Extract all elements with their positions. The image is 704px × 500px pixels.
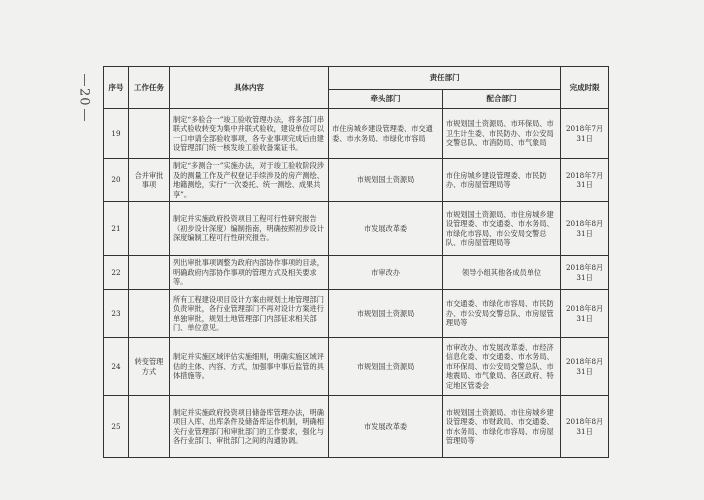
cell-task xyxy=(129,256,170,290)
header-coop: 配合部门 xyxy=(442,90,560,109)
cell-due: 2018年8月31日 xyxy=(561,396,609,458)
header-lead: 牵头部门 xyxy=(329,90,443,109)
task-table xyxy=(103,66,609,458)
cell-seq: 21 xyxy=(104,202,129,256)
cell-lead: 市发展改革委 xyxy=(329,396,443,458)
cell-seq: 19 xyxy=(104,109,129,159)
table-row xyxy=(104,290,609,338)
table-row xyxy=(104,338,609,396)
cell-due: 2018年8月31日 xyxy=(561,290,609,338)
cell-lead: 市规划国土资源局 xyxy=(329,338,443,396)
cell-content: 制定并实施政府投资项目工程可行性研究报告（初步设计深度）编制指南，明确按照初步设计深度编制工程可行性研究报告。 xyxy=(169,202,328,256)
header-dept: 责任部门 xyxy=(329,67,561,90)
cell-lead: 市规划国土资源局 xyxy=(329,159,443,202)
cell-due: 2018年8月31日 xyxy=(561,256,609,290)
cell-task: 合并审批事项 xyxy=(129,159,170,202)
cell-due: 2018年8月31日 xyxy=(561,202,609,256)
table-row xyxy=(104,256,609,290)
cell-content: 制定“多测合一”实施办法，对于竣工验收阶段涉及的测量工作及产权登记手续涉及的房产测绘、地籍测绘，实行“一次委托、统一测绘、成果共享”。 xyxy=(169,159,328,202)
cell-due: 2018年7月31日 xyxy=(561,109,609,159)
cell-lead: 市审改办 xyxy=(329,256,443,290)
cell-content: 所有工程建设项目设计方案由规划土地管理部门负责审批，各行业管理部门不再对设计方案进行单独审批，规划土地管理部门内部征求相关部门、单位意见。 xyxy=(169,290,328,338)
cell-coop: 市审改办、市发展改革委、市经济信息化委、市交通委、市水务局、市环保局、市公安局交警总队、市地震局、市气象局、各区政府、特定地区管委会 xyxy=(442,338,560,396)
table-row xyxy=(104,396,609,458)
cell-seq: 23 xyxy=(104,290,129,338)
header-due: 完成时限 xyxy=(561,67,609,109)
cell-content: 制定“多验合一”竣工验收管理办法，将多部门串联式验收转变为集中并联式验收，建设单位可以一口申请全部验收事项，各专业事项完成后由建设管理部门统一核发竣工验收备案证书。 xyxy=(169,109,328,159)
cell-coop: 市规划国土资源局、市住房城乡建设管理委、市交通委、市水务局、市绿化市容局、市公安局交警总队、市房屋管理局等 xyxy=(442,202,560,256)
table-header-row xyxy=(104,67,609,90)
cell-seq: 20 xyxy=(104,159,129,202)
cell-task xyxy=(129,396,170,458)
cell-seq: 24 xyxy=(104,338,129,396)
cell-coop: 市规划国土资源局、市住房城乡建设管理委、市财政局、市交通委、市水务局、市绿化市容局、市房屋管理局等 xyxy=(442,396,560,458)
cell-task: 转变管理方式 xyxy=(129,338,170,396)
cell-task xyxy=(129,290,170,338)
cell-due: 2018年7月31日 xyxy=(561,159,609,202)
cell-lead: 市发展改革委 xyxy=(329,202,443,256)
page-number-text: 20 xyxy=(76,88,92,107)
cell-coop: 市交通委、市绿化市容局、市民防办、市公安局交警总队、市房屋管理局等 xyxy=(442,290,560,338)
cell-task xyxy=(129,109,170,159)
cell-content: 制定并实施区域评估实施细则，明确实施区域评估的主体、内容、方式，加强事中事后监管的具体措施等。 xyxy=(169,338,328,396)
cell-content: 列出审批事项调整为政府内部协作事项的目录，明确政府内部协作事项的管理方式及相关要求等。 xyxy=(169,256,328,290)
cell-lead: 市住房城乡建设管理委、市交通委、市水务局、市绿化市容局 xyxy=(329,109,443,159)
cell-task xyxy=(129,202,170,256)
cell-coop: 市规划国土资源局、市环保局、市卫生计生委、市民防办、市公安局交警总队、市消防局、市气象局 xyxy=(442,109,560,159)
header-content: 具体内容 xyxy=(169,67,328,109)
table-row xyxy=(104,202,609,256)
cell-due: 2018年8月31日 xyxy=(561,338,609,396)
cell-seq: 25 xyxy=(104,396,129,458)
cell-seq: 22 xyxy=(104,256,129,290)
cell-lead: 市规划国土资源局 xyxy=(329,290,443,338)
page-number xyxy=(74,72,94,123)
cell-content: 制定并实施政府投资项目储备库管理办法，明确项目入库、出库条件及储备库运作机制，明确相关行业管理部门和审批部门的工作要求，强化与各行业部门、审批部门之间的沟通协调。 xyxy=(169,396,328,458)
header-task: 工作任务 xyxy=(129,67,170,109)
table-row xyxy=(104,159,609,202)
table-row xyxy=(104,109,609,159)
cell-coop: 市住房城乡建设管理委、市民防办、市房屋管理局等 xyxy=(442,159,560,202)
cell-coop: 领导小组其他各成员单位 xyxy=(442,256,560,290)
header-seq: 序号 xyxy=(104,67,129,109)
